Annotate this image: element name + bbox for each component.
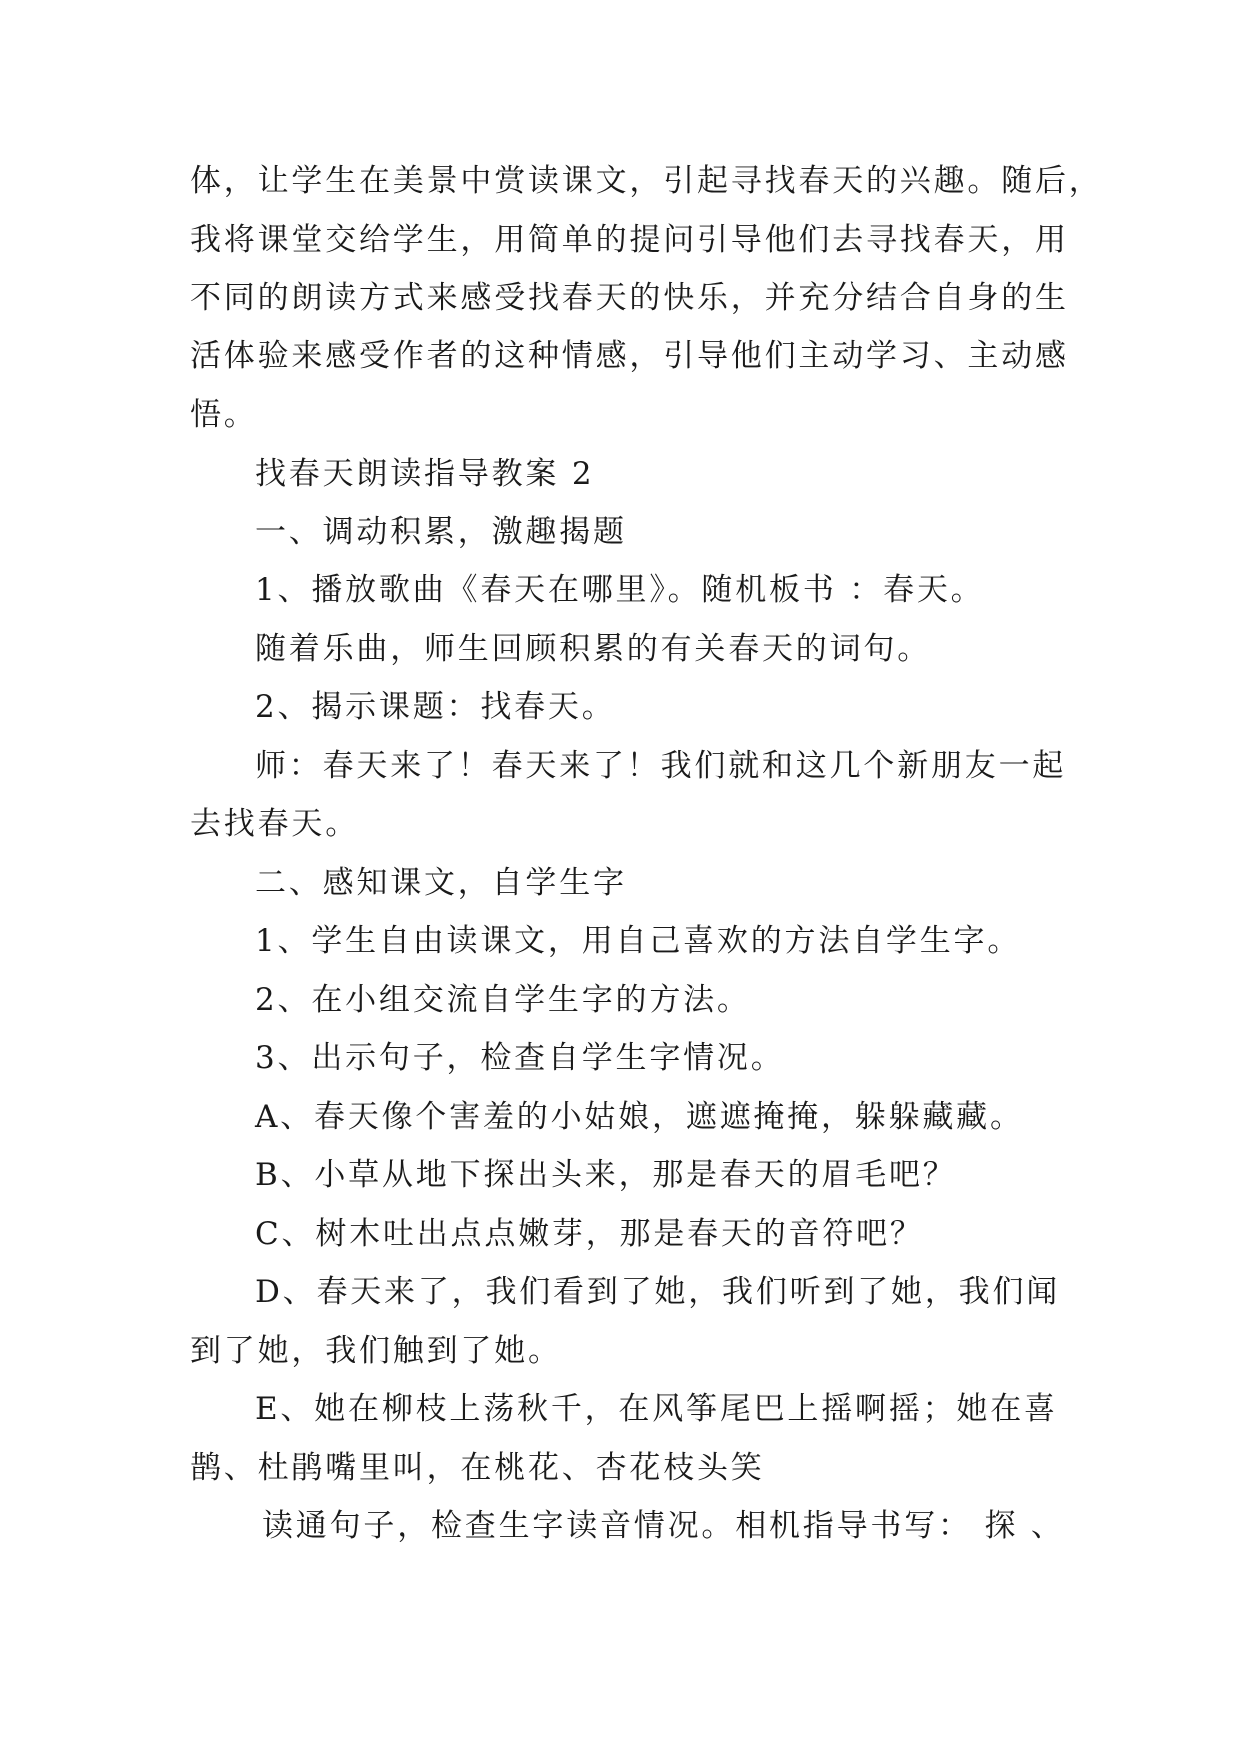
paragraph-line: 去找春天。	[190, 806, 359, 842]
paragraph-line: C、树木吐出点点嫩芽，那是春天的音符吧？	[255, 1216, 924, 1252]
paragraph-line: 悟。	[190, 397, 258, 433]
paragraph-line: 随着乐曲，师生回顾积累的有关春天的词句。	[255, 631, 931, 667]
paragraph-line: 活体验来感受作者的这种情感，引导他们主动学习、主动感	[190, 338, 1069, 374]
paragraph-line: 我将课堂交给学生，用简单的提问引导他们去寻找春天，用	[190, 222, 1069, 258]
paragraph-line: 3、出示句子，检查自学生字情况。	[255, 1040, 785, 1076]
section-heading: 二、感知课文，自学生字	[255, 865, 627, 901]
paragraph-line: E、她在柳枝上荡秋千，在风筝尾巴上摇啊摇；她在喜	[255, 1391, 1058, 1427]
paragraph-line: 2、揭示课题：找春天。	[255, 689, 616, 725]
paragraph-line: 鹊、杜鹃嘴里叫，在桃花、杏花枝头笑	[190, 1450, 765, 1486]
paragraph-line: 1、播放歌曲《春天在哪里》。随机板书 ：春天。	[255, 572, 985, 608]
paragraph-line: 读通句子，检查生字读音情况。相机指导书写： 探 、	[262, 1508, 1065, 1544]
paragraph-line: B、小草从地下探出头来，那是春天的眉毛吧？	[255, 1157, 957, 1193]
paragraph-line: 1、学生自由读课文，用自己喜欢的方法自学生字。	[255, 923, 1022, 959]
paragraph-line: 2、在小组交流自学生字的方法。	[255, 982, 751, 1018]
paragraph-line: 不同的朗读方式来感受找春天的快乐，并充分结合自身的生	[190, 280, 1069, 316]
paragraph-line: D、春天来了，我们看到了她，我们听到了她，我们闻	[255, 1274, 1061, 1310]
paragraph-line: 到了她，我们触到了她。	[190, 1333, 562, 1369]
paragraph-line: 师：春天来了！春天来了！我们就和这几个新朋友一起	[255, 748, 1067, 784]
paragraph-line: A、春天像个害羞的小姑娘，遮遮掩掩，躲躲藏藏。	[255, 1099, 1024, 1135]
section-heading: 一、调动积累，激趣揭题	[255, 514, 627, 550]
section-title: 找春天朗读指导教案 2	[255, 456, 595, 492]
paragraph-line: 体，让学生在美景中赏读课文，引起寻找春天的兴趣。随后，	[190, 163, 1103, 199]
